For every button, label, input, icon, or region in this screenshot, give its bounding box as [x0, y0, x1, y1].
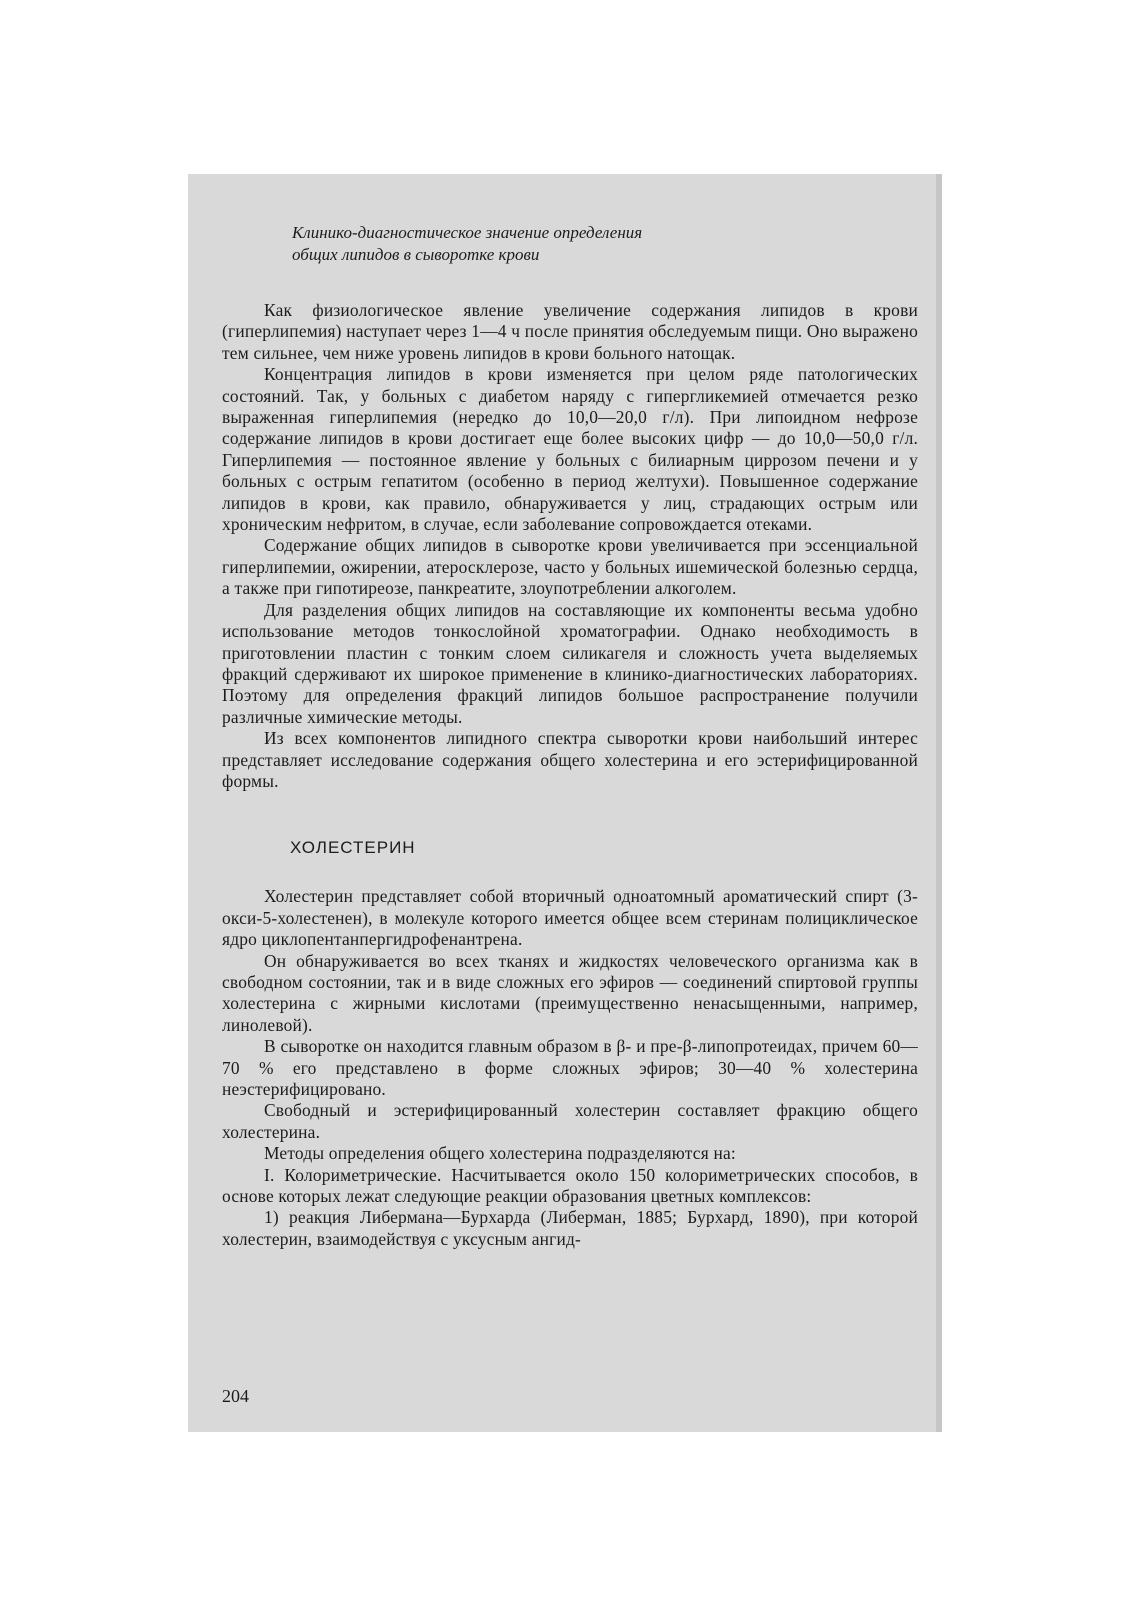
body-text-part2: [222, 886, 918, 1250]
paragraph: Концентрация липидов в крови изменяется при целом ряде патологических состояний. Так, у больных с диабетом наряду с гипергликемией отмечается резко выраженная гиперлипемия (нередко до 10,0—20,0 г/л). При липоидном нефрозе содержание липидов в крови достигает еще более высоких цифр — до 10,0—50,0 г/л. Гиперлипемия — постоянное явление у больных с билиарным циррозом печени и у больных с острым гепатитом (особенно в период желтухи). Повышенное содержание липидов в крови, как правило, обнаруживается у лиц, страдающих острым или хроническим нефритом, в случае, если заболевание сопровождается отеками.: [222, 364, 918, 535]
page-content: [222, 222, 918, 1250]
paragraph: I. Колориметрические. Насчитывается около 150 колориметрических способов, в основе которых лежат следующие реакции образования цветных комплексов:: [222, 1164, 918, 1207]
paragraph: Холестерин представляет собой вторичный одноатомный ароматический спирт (3-окси-5-холестенен), в молекуле которого имеется общее всем стеринам полициклическое ядро циклопентанпергидрофенантрена.: [222, 886, 918, 950]
paragraph: Содержание общих липидов в сыворотке крови увеличивается при эссенциальной гиперлипемии, ожирении, атеросклерозе, часто у больных ишемической болезнью сердца, а также при гипотиреозе, панкреатите, злоупотреблении алкоголем.: [222, 535, 918, 599]
paragraph: Из всех компонентов липидного спектра сыворотки крови наибольший интерес представляет исследование содержания общего холестерина и его эстерифицированной формы.: [222, 728, 918, 791]
paragraph: Как физиологическое явление увеличение содержания липидов в крови (гиперлипемия) наступает через 1—4 ч после принятия обследуемым пищи. Оно выражено тем сильнее, чем ниже уровень липидов в крови больного натощак.: [222, 300, 918, 363]
section-title: [292, 222, 812, 266]
body-text-part1: [222, 300, 918, 792]
paragraph: Методы определения общего холестерина подразделяются на:: [264, 1143, 736, 1164]
section-title-line: общих липидов в сыворотке крови: [292, 245, 540, 264]
page-number: 204: [222, 1386, 249, 1406]
paragraph: Для разделения общих липидов на составляющие их компоненты весьма удобно использование методов тонкослойной хроматографии. Однако необходимость в приготовлении пластин с тонким слоем силикагеля и сложность учета выделяемых фракций сдерживают их широкое применение в клинико-диагностических лабораториях. Поэтому для определения фракций липидов большое распространение получили различные химические методы.: [222, 599, 918, 727]
section-title-line: Клинико-диагностическое значение определения: [292, 223, 643, 242]
subheading: ХОЛЕСТЕРИН: [290, 838, 416, 858]
paragraph: В сыворотке он находится главным образом в β- и пре-β-липопротеидах, причем 60—70 % его представлено в форме сложных эфиров; 30—40 % холестерина неэстерифицировано.: [222, 1036, 918, 1099]
paragraph: 1) реакция Либермана—Бурхарда (Либерман, 1885; Бурхард, 1890), при которой холестерин, взаимодействуя с уксусным ангид-: [222, 1207, 918, 1249]
paragraph: Свободный и эстерифицированный холестерин составляет фракцию общего холестерина.: [222, 1100, 918, 1142]
paragraph: Он обнаруживается во всех тканях и жидкостях человеческого организма как в свободном состоянии, так и в виде сложных его эфиров — соединений спиртовой группы холестерина с жирными кислотами (преимущественно ненасыщенными, например, линолевой).: [222, 950, 918, 1035]
